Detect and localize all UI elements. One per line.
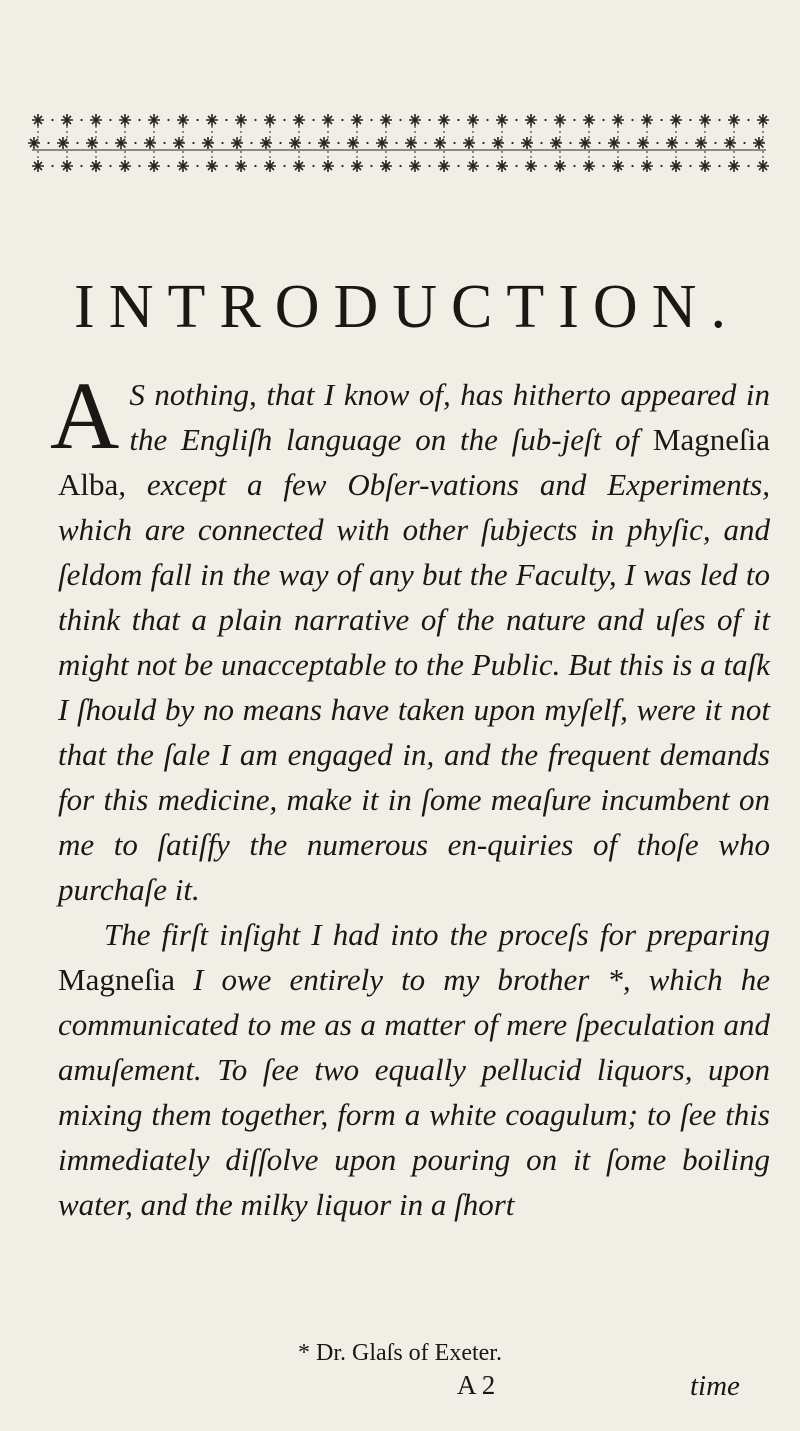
body-text: [50, 362, 770, 1227]
page-title: INTRODUCTION.: [74, 273, 740, 341]
p1-text-a: S nothing, that I know of, has hitherto appeared in the Engliſh language on the ſub-jeſt of: [129, 377, 770, 457]
ornament-border-icon: [28, 110, 770, 176]
footnote: * Dr. Glaſs of Exeter.: [298, 1340, 502, 1366]
p2-text-a: The firſt inſight I had into the proceſs for preparing: [104, 917, 770, 952]
signature-mark: A 2: [457, 1370, 496, 1400]
p1-text-c: , except a few Obſer-vations and Experiments, which are connected with other ſubjects in phyſic, and ſeldom fall in the way of any but the Faculty, I was led to think that a plain narrative of the nature and uſes of it might not be unacceptable to the Public. But this is a taſk I ſhould by no means have taken upon myſelf, were it not that the ſale I am engaged in, and the frequent demands for this medicine, make it in ſome meaſure incumbent on me to ſatiſfy the numerous en-quiries of thoſe who purchaſe it.: [58, 467, 770, 907]
paragraph-2: [58, 912, 770, 1227]
p2-text-b: Magneſia: [58, 962, 176, 997]
paragraph-1: [50, 362, 770, 912]
catchword: time: [690, 1370, 740, 1402]
drop-cap: A: [50, 362, 120, 469]
p2-text-c: I owe entirely to my brother *, which he communicated to me as a matter of mere ſpeculation and amuſement. To ſee two equally pellucid liquors, upon mixing them together, form a white coagulum; to ſee this immediately diſſolve upon pouring on it ſome boiling water, and the milky liquor in a ſhort: [58, 962, 770, 1222]
p1-text-b: Magneſia Alba: [58, 422, 770, 502]
